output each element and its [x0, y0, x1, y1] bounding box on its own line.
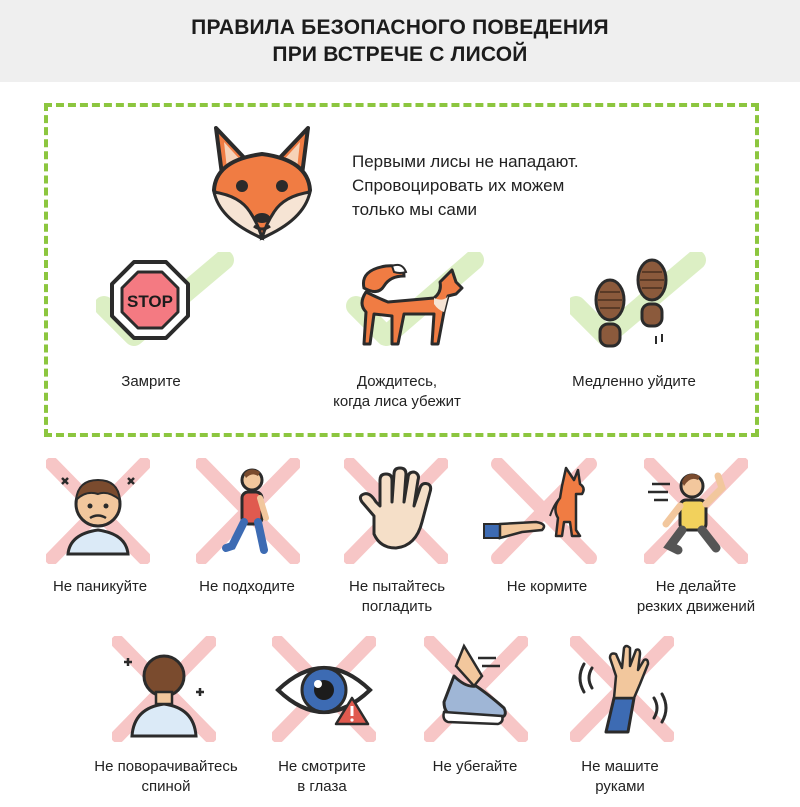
caption-no-eye-contact	[278, 757, 366, 797]
caption-line: Замрите	[121, 373, 181, 390]
caption-line: погладить	[361, 598, 433, 615]
footprints-icon	[570, 252, 710, 352]
caption-line: Не паникуйте	[52, 578, 148, 595]
caption-no-wave	[581, 757, 658, 797]
caption-no-run	[433, 757, 518, 777]
running-shoe-icon	[424, 636, 528, 742]
caption-line: Медленно уйдите	[572, 373, 696, 390]
caption-no-pet	[349, 577, 445, 617]
caption-no-turn	[94, 757, 237, 797]
intro-text	[352, 150, 672, 222]
stop-sign-icon	[96, 252, 236, 352]
person-back-icon	[112, 636, 216, 742]
caption-line: Не кормите	[506, 578, 588, 595]
caption-line: Не пытайтесь	[348, 578, 446, 595]
caption-leave	[572, 372, 696, 392]
caption-no-feed	[507, 577, 588, 597]
caption-line: когда лиса убежит	[333, 393, 461, 410]
fox-icon	[344, 252, 484, 352]
caption-line: резких движений	[636, 598, 756, 615]
caption-line: Не машите	[581, 758, 659, 775]
intro-line-3: только мы сами	[352, 200, 478, 219]
waving-arm-icon	[570, 636, 674, 742]
caption-freeze	[121, 372, 180, 392]
stop-sign-text: STOP	[127, 292, 173, 311]
intro-line-2: Спровоцировать их можем	[352, 176, 565, 195]
caption-line: Не делайте	[655, 578, 737, 595]
title-line-2: ПРИ ВСТРЕЧЕ С ЛИСОЙ	[272, 43, 528, 66]
caption-line: Не поворачивайтесь	[94, 758, 238, 775]
caption-no-sudden	[637, 577, 755, 617]
caption-line: спиной	[141, 778, 191, 795]
caption-line: руками	[595, 778, 645, 795]
caption-line: Не убегайте	[432, 758, 518, 775]
fox-head-icon	[200, 120, 324, 249]
title-line-1: ПРАВИЛА БЕЗОПАСНОГО ПОВЕДЕНИЯ	[191, 16, 609, 39]
caption-wait	[333, 372, 461, 412]
intro-line-1: Первыми лисы не нападают.	[352, 152, 579, 171]
caption-line: Дождитесь,	[356, 373, 438, 390]
walking-person-icon	[196, 458, 300, 564]
caption-line: Не подходите	[199, 578, 295, 595]
caption-line: Не смотрите	[278, 758, 366, 775]
sudden-movement-person-icon	[644, 458, 748, 564]
caption-no-panic	[53, 577, 147, 597]
caption-no-approach	[199, 577, 295, 597]
feeding-fox-icon	[482, 458, 608, 564]
open-hand-icon	[344, 458, 448, 564]
panicking-person-icon	[46, 458, 150, 564]
page-header	[0, 0, 800, 82]
caption-line: в глаза	[297, 778, 347, 795]
eye-warning-icon	[272, 636, 376, 742]
